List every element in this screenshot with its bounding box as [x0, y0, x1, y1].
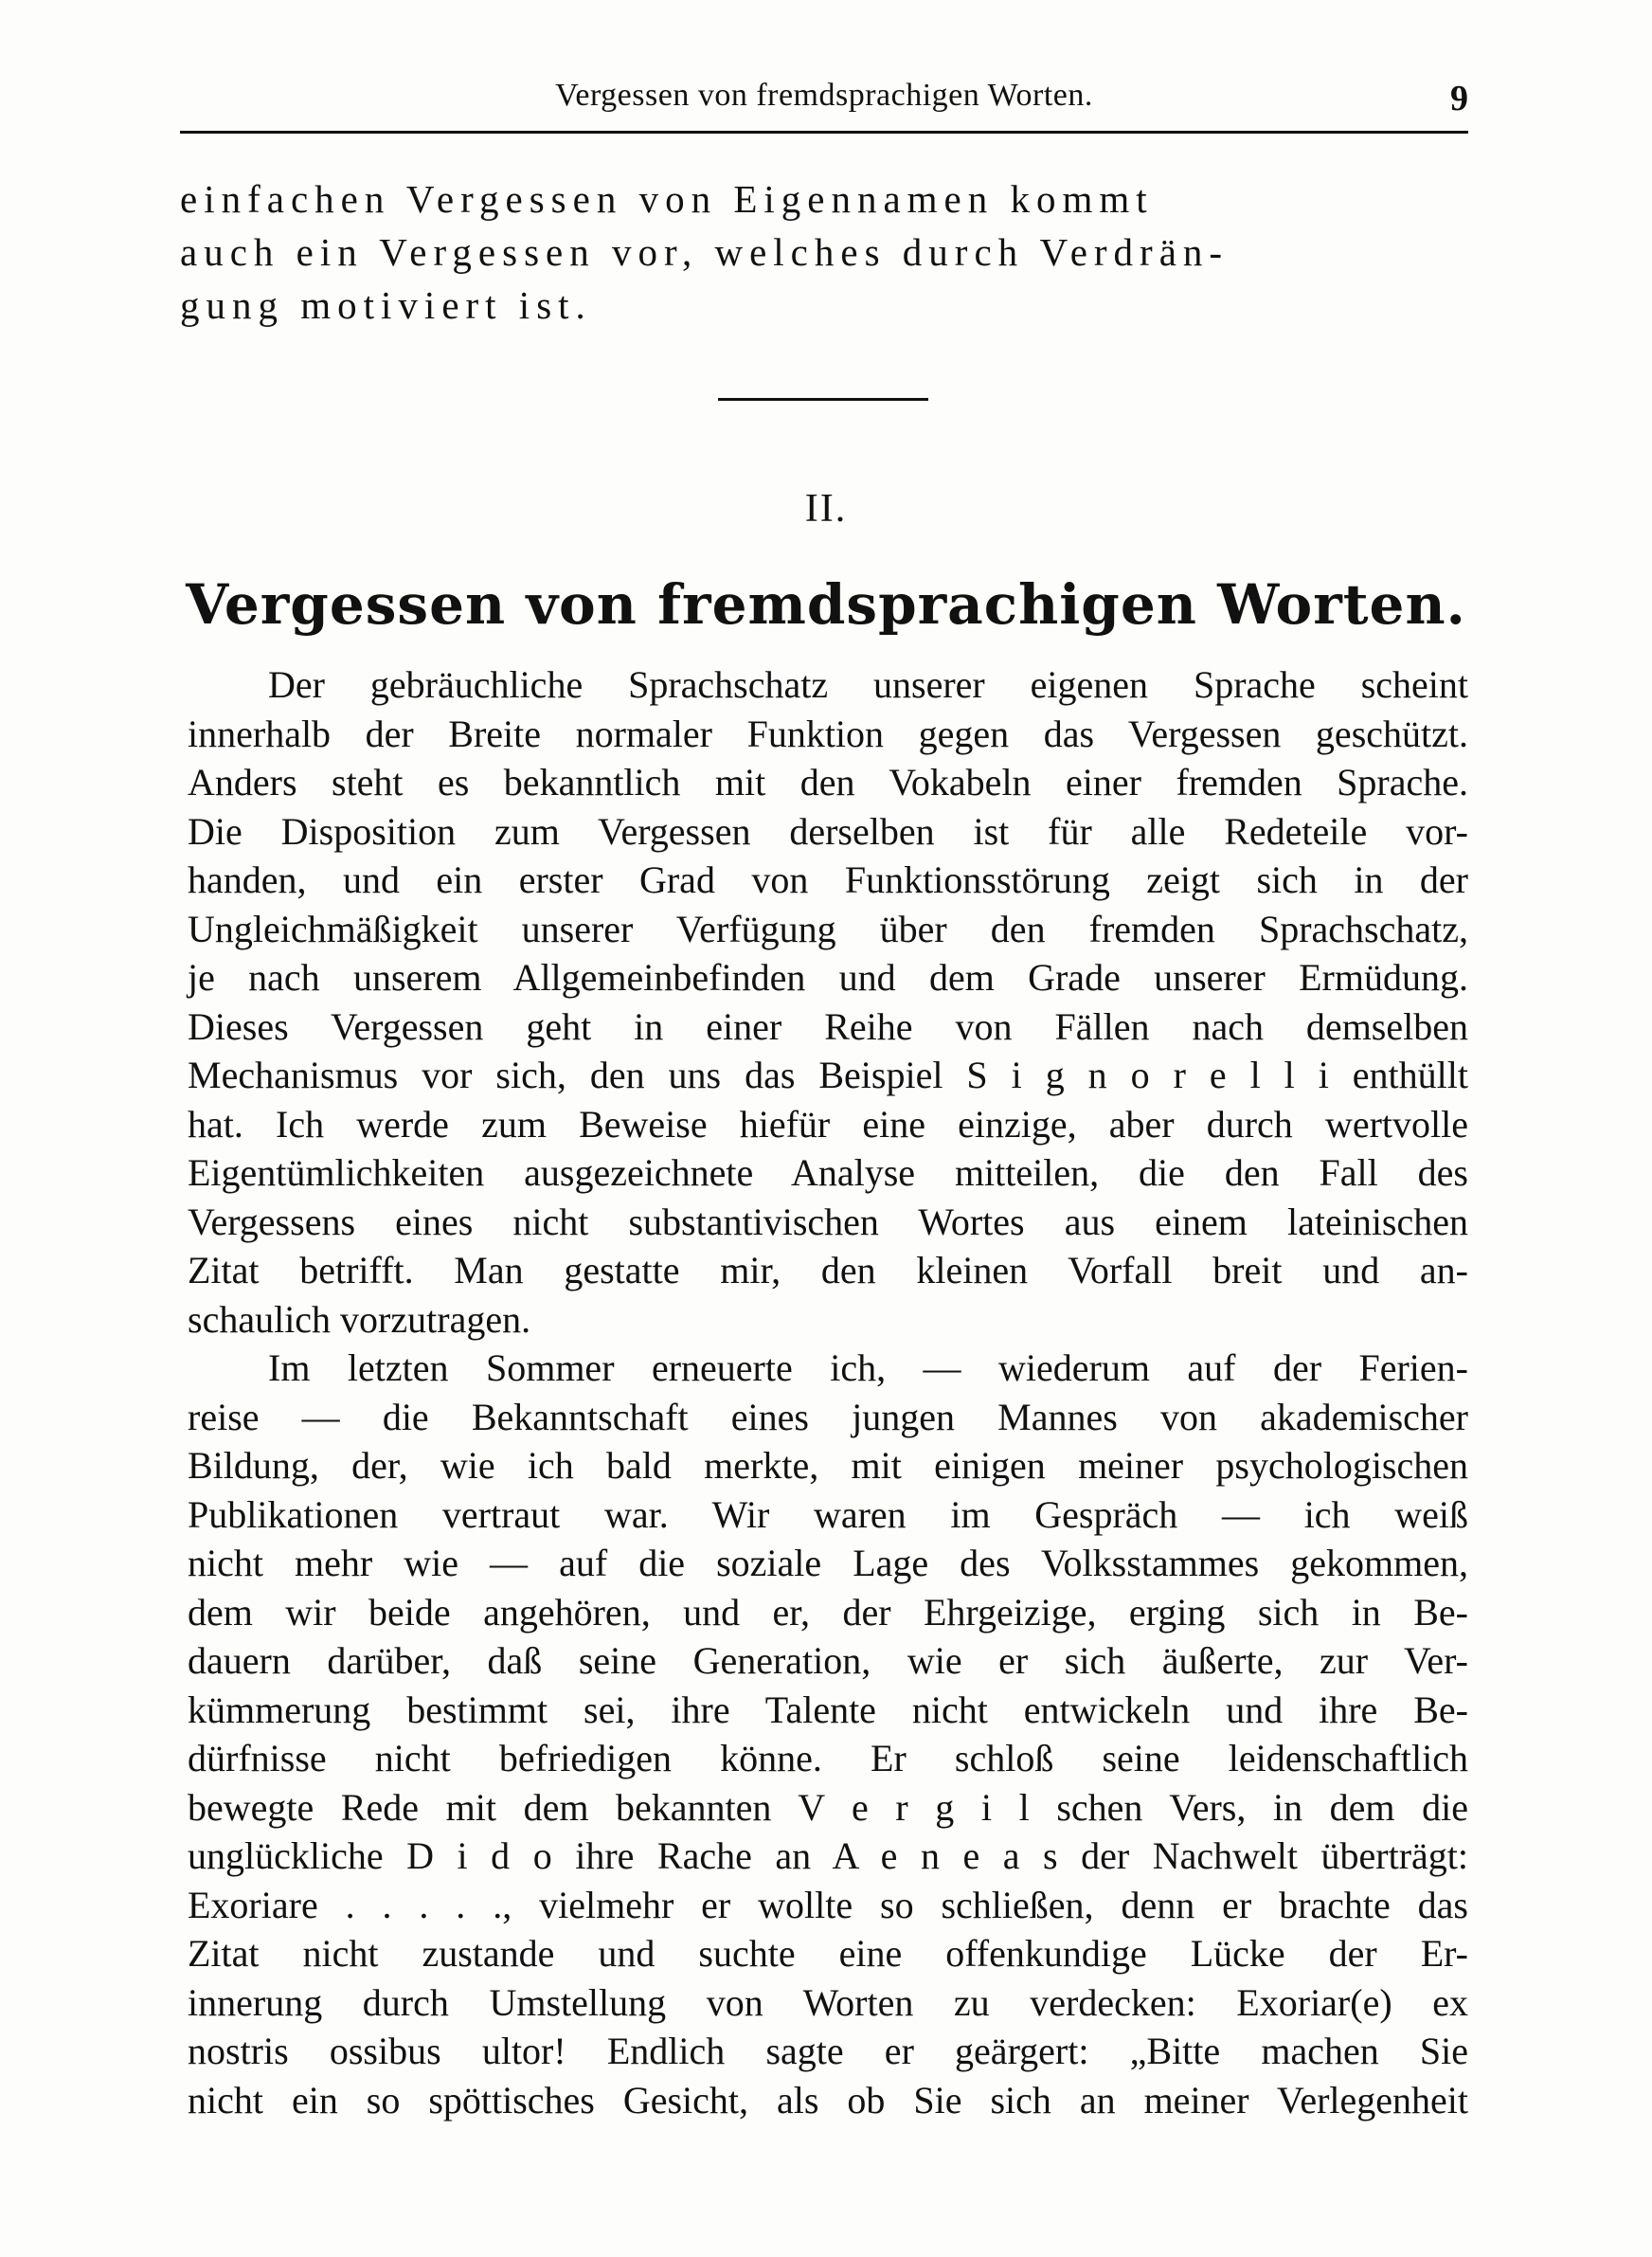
header-rule — [180, 131, 1468, 134]
text-line: je nach unserem Allgemeinbefinden und dem Grade unserer Ermüdung. — [188, 956, 1468, 999]
page-header — [180, 78, 1468, 127]
text-line: innerhalb der Breite normaler Funktion gegen das Vergessen geschützt. — [188, 713, 1468, 755]
text-line: nicht mehr wie — auf die soziale Lage des Volksstammes gekommen, — [188, 1542, 1468, 1584]
text-line: dem wir beide angehören, und er, der Ehrgeizige, erging sich in Be- — [188, 1591, 1468, 1634]
text-line: Eigentümlichkeiten ausgezeichnete Analyse mitteilen, die den Fall des — [188, 1151, 1468, 1194]
text-line: nostris ossibus ultor! Endlich sagte er geärgert: „Bitte machen Sie — [188, 2030, 1468, 2072]
text-line: bewegte Rede mit dem bekannten V e r g i l schen Vers, in dem die — [188, 1786, 1468, 1829]
text-line: Dieses Vergessen geht in einer Reihe von Fällen nach demselben — [188, 1005, 1468, 1048]
text-line: unglückliche D i d o ihre Rache an A e n e a s der Nachwelt überträgt: — [188, 1834, 1468, 1877]
text-line: innerung durch Umstellung von Worten zu verdecken: Exoriar(e) ex — [188, 1981, 1468, 2024]
text-line: Anders steht es bekanntlich mit den Vokabeln einer fremden Sprache. — [188, 761, 1468, 803]
page-number: 9 — [1450, 79, 1468, 118]
text-line: Exoriare . . . . ., vielmehr er wollte so schließen, denn er brachte das — [188, 1884, 1468, 1926]
text-line: Die Disposition zum Vergessen derselben ist für alle Redeteile vor- — [188, 810, 1468, 853]
text-line: Vergessens eines nicht substantivischen Wortes aus einem lateinischen — [188, 1201, 1468, 1243]
text-line: Der gebräuchliche Sprachschatz unserer eigenen Sprache scheint — [268, 663, 1468, 706]
text-line: Zitat nicht zustande und suchte eine offenkundige Lücke der Er- — [188, 1932, 1468, 1975]
text-line: Zitat betrifft. Man gestatte mir, den kleinen Vorfall breit und an- — [188, 1249, 1468, 1291]
section-numeral: II. — [804, 487, 848, 531]
text-line: handen, und ein erster Grad von Funktionsstörung zeigt sich in der — [188, 858, 1468, 901]
text-line: hat. Ich werde zum Beweise hiefür eine einzige, aber durch wertvolle — [188, 1103, 1468, 1146]
intro-line: einfachen Vergessen von Eigennamen kommt — [180, 177, 1154, 221]
section-title: Vergessen von fremdsprachigen Worten. — [186, 572, 1466, 637]
text-line: nicht ein so spöttisches Gesicht, als ob Sie sich an meiner Verlegenheit — [188, 2079, 1468, 2122]
intro-line: auch ein Vergessen vor, welches durch Verdrän- — [180, 230, 1230, 274]
text-line: Ungleichmäßigkeit unserer Verfügung über den fremden Sprachschatz, — [188, 908, 1468, 950]
intro-line: gung motiviert ist. — [180, 283, 592, 327]
text-line: dürfnisse nicht befriedigen könne. Er schloß seine leidenschaftlich — [188, 1737, 1468, 1779]
text-line: dauern darüber, daß seine Generation, wie er sich äußerte, zur Ver- — [188, 1639, 1468, 1682]
text-line: Im letzten Sommer erneuerte ich, — wiederum auf der Ferien- — [268, 1346, 1468, 1389]
text-line: kümmerung bestimmt sei, ihre Talente nicht entwickeln und ihre Be- — [188, 1688, 1468, 1731]
text-line: schaulich vorzutragen. — [188, 1298, 531, 1341]
running-title: Vergessen von fremdsprachigen Worten. — [555, 78, 1093, 113]
text-line: reise — die Bekanntschaft eines jungen Mannes von akademischer — [188, 1396, 1468, 1438]
text-line: Mechanismus vor sich, den uns das Beispiel S i g n o r e l l i enthüllt — [188, 1054, 1468, 1096]
text-line: Bildung, der, wie ich bald merkte, mit einigen meiner psychologischen — [188, 1444, 1468, 1487]
section-divider — [718, 398, 928, 401]
text-line: Publikationen vertraut war. Wir waren im Gespräch — ich weiß — [188, 1493, 1468, 1536]
